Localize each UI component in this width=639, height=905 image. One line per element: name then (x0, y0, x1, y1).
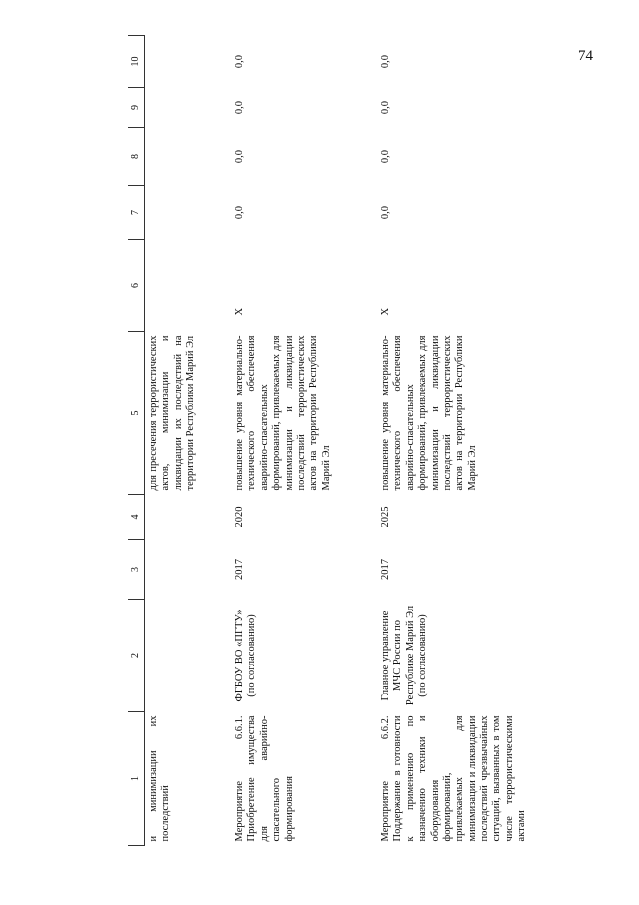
table-row (231, 36, 377, 846)
cell-col-9: 0,0 (380, 100, 391, 115)
cell-col-8: 0,0 (234, 149, 245, 164)
program-table (128, 35, 533, 846)
cell-col-9: 0,0 (234, 100, 245, 115)
table-row (377, 36, 533, 846)
cell-col-10: 0,0 (234, 54, 245, 69)
page-number: 74 (578, 48, 593, 64)
cell-executor: Главное управление МЧС России по Республике Марий Эл (по согласованию) (380, 605, 429, 706)
cell-col-6 (145, 240, 232, 332)
cell-start-year (145, 540, 232, 600)
header-col-6: 6 (128, 240, 145, 332)
cell-end-year: 2025 (380, 506, 391, 528)
cell-col-7: 0,0 (380, 205, 391, 220)
cell-end-year (145, 495, 232, 540)
header-col-7: 7 (128, 186, 145, 240)
cell-expected-result: повышение уровня материально-технического обеспечения аварийно-спасательных формирований, привлекаемых для минимизации и ликвидации последствий террористических актов на территории Республики Марий Эл (234, 335, 332, 491)
table-row (145, 36, 232, 846)
header-col-3: 3 (128, 540, 145, 600)
cell-col-6: X (380, 307, 391, 316)
header-col-5: 5 (128, 332, 145, 495)
cell-col-7: 0,0 (234, 205, 245, 220)
cell-expected-result: повышение уровня материально-технического обеспечения аварийно-спасательных формирований, привлекаемых для минимизации и ликвидации последствий террористических актов на территории Республики Марий Эл (380, 335, 478, 491)
cell-start-year: 2017 (234, 559, 245, 580)
cell-executor: ФГБОУ ВО «ПГТУ» (по согласованию) (234, 609, 258, 702)
header-col-1: 1 (128, 712, 145, 846)
cell-end-year: 2020 (234, 506, 245, 528)
cell-activity: и минимизации их последствий (148, 715, 172, 842)
cell-col-10 (145, 36, 232, 88)
rotated-table-container (128, 36, 608, 846)
cell-col-10: 0,0 (380, 54, 391, 69)
header-col-2: 2 (128, 600, 145, 712)
cell-activity: Мероприятие 6.6.1. Приобретение имущества для аварийно-спасательного формирования (234, 715, 295, 842)
cell-col-8 (145, 128, 232, 186)
header-col-4: 4 (128, 495, 145, 540)
column-number-header (128, 36, 145, 846)
cell-col-7 (145, 186, 232, 240)
cell-expected-result: для пресечения террористических актов, минимизации и ликвидации их последствий на территории Республики Марий Эл (148, 335, 197, 491)
cell-start-year: 2017 (380, 559, 391, 580)
cell-executor (145, 600, 232, 712)
cell-col-8: 0,0 (380, 149, 391, 164)
header-col-8: 8 (128, 128, 145, 186)
cell-col-9 (145, 88, 232, 128)
header-col-10: 10 (128, 36, 145, 88)
cell-activity: Мероприятие 6.6.2. Поддержание в готовности к применению по назначению техники и оборудования формирований, привлекаемых для минимизации и ликвидации последствий чрезвычайных ситуаций, вызванных в том числе террористическими актами (380, 715, 528, 842)
header-col-9: 9 (128, 88, 145, 128)
cell-col-6: X (234, 307, 245, 316)
